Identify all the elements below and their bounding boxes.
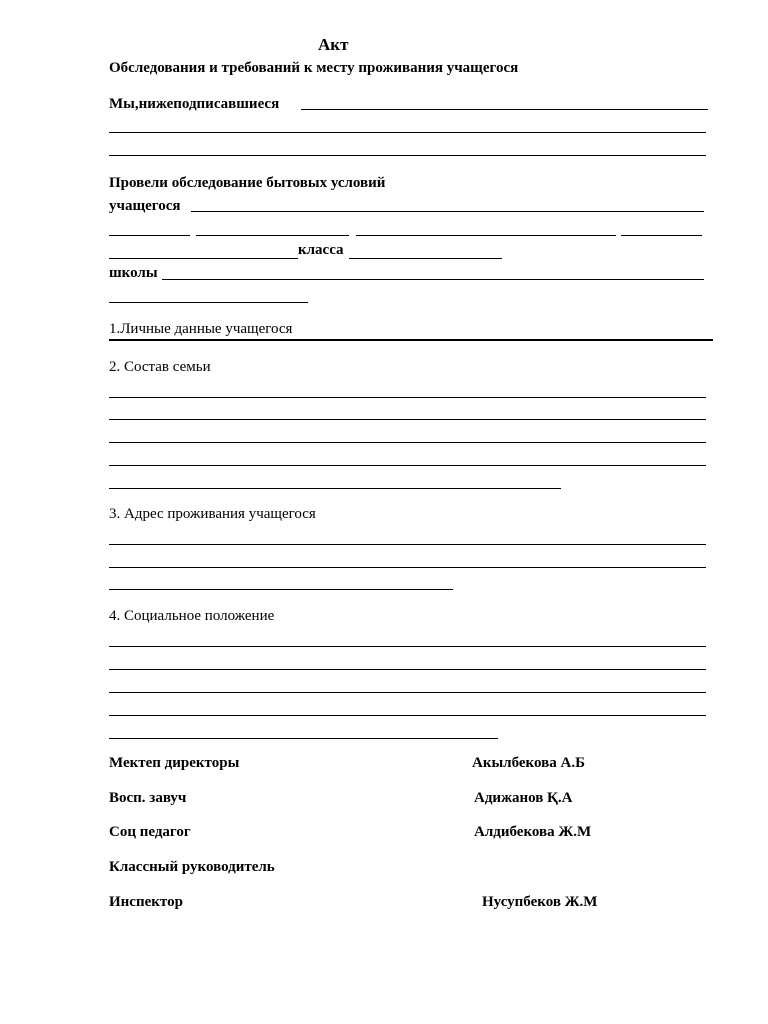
fill-line[interactable] [109,488,561,489]
class-label: класса [298,242,344,258]
fill-line[interactable] [162,279,704,280]
section-2-heading: 2. Состав семьи [109,359,211,375]
signature-name: Алдибекова Ж.М [474,824,592,840]
section-1-heading: 1.Личные данные учащегося [109,321,293,337]
student-label: учащегося [109,198,181,214]
fill-line[interactable] [109,235,190,236]
signature-name: Акылбекова А.Б [472,755,585,771]
fill-line[interactable] [109,544,706,545]
fill-line[interactable] [109,669,706,670]
fill-line[interactable] [109,646,706,647]
fill-line[interactable] [356,235,616,236]
fill-line[interactable] [301,109,708,110]
signature-role: Соц педагог [109,824,191,840]
fill-line[interactable] [109,397,706,398]
fill-line[interactable] [196,235,349,236]
undersigned-label: Мы,нижеподписавшиеся [109,96,280,112]
signature-role: Классный руководитель [109,859,275,875]
signature-name: Нусупбеков Ж.М [482,894,598,910]
fill-line[interactable] [191,211,704,212]
fill-line[interactable] [109,715,706,716]
fill-line[interactable] [109,567,706,568]
section-3-heading: 3. Адрес проживания учащегося [109,506,316,522]
fill-line[interactable] [109,258,298,259]
fill-line[interactable] [109,692,706,693]
fill-line[interactable] [109,589,453,590]
school-label: школы [109,265,158,281]
section-1-underline [109,339,713,341]
fill-line[interactable] [109,302,308,303]
inspection-label: Провели обследование бытовых условий [109,175,386,191]
signature-role: Мектеп директоры [109,755,240,771]
signature-name: Адижанов Қ.А [474,790,573,806]
fill-line[interactable] [109,465,706,466]
section-4-heading: 4. Социальное положение [109,608,275,624]
fill-line[interactable] [109,155,706,156]
fill-line[interactable] [109,132,706,133]
fill-line[interactable] [109,738,498,739]
fill-line[interactable] [349,258,502,259]
document-subtitle: Обследования и требований к месту проживания учащегося [109,60,519,76]
fill-line[interactable] [621,235,702,236]
document-title: Акт [318,35,349,54]
signature-role: Восп. завуч [109,790,187,806]
signature-role: Инспектор [109,894,183,910]
fill-line[interactable] [109,419,706,420]
fill-line[interactable] [109,442,706,443]
